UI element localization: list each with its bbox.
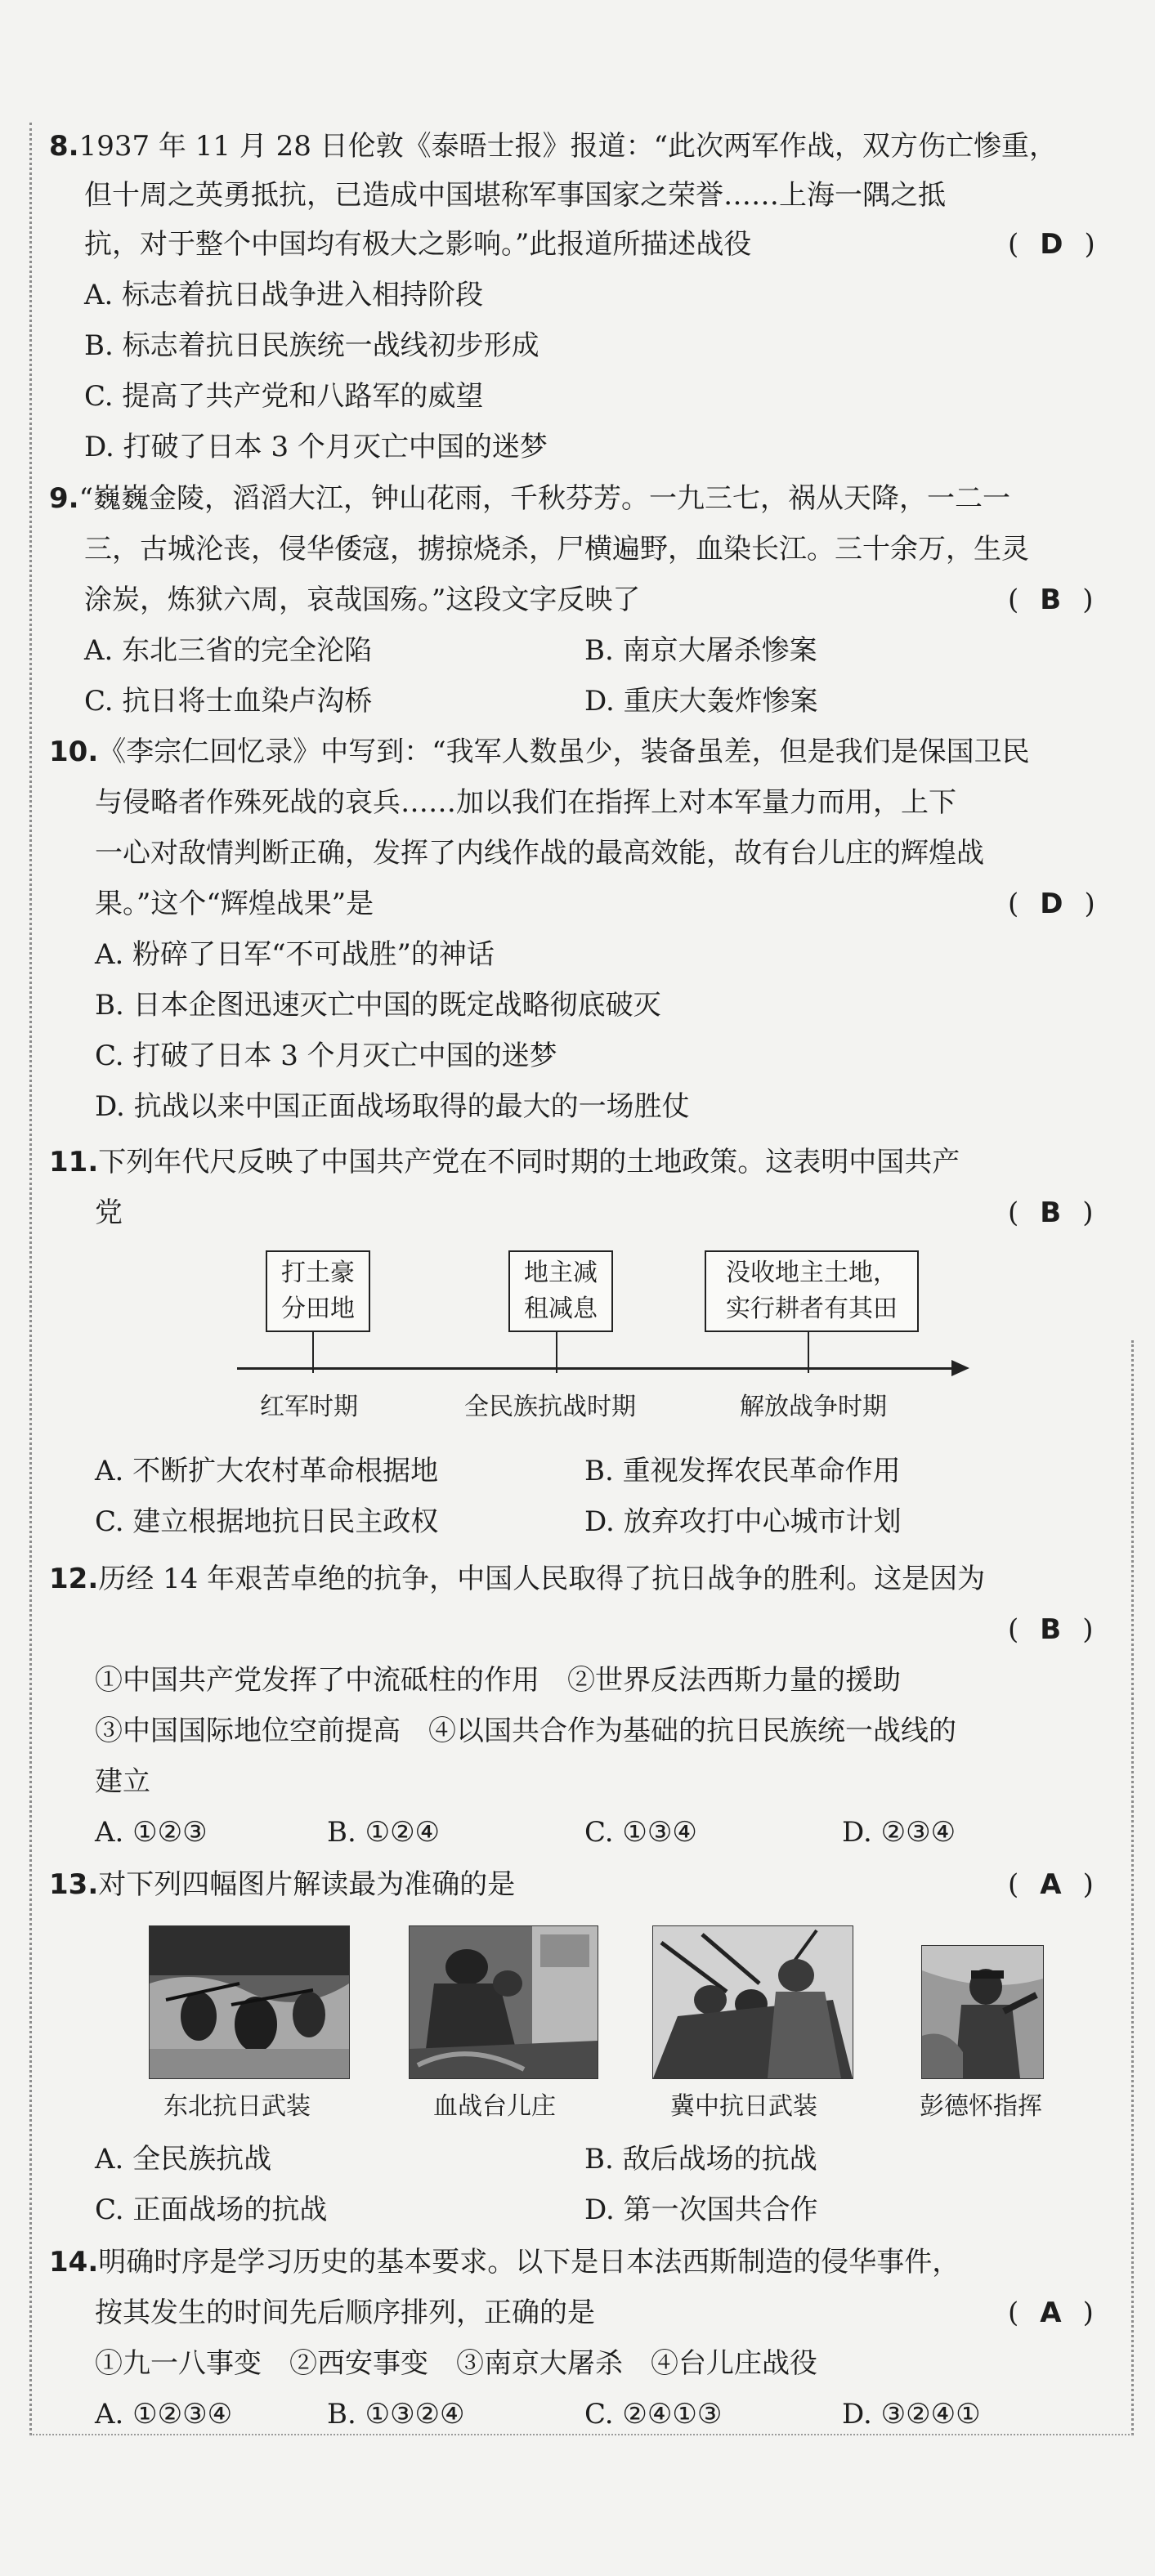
timeline-arrow: [951, 1360, 969, 1376]
left-dotted-margin: [29, 123, 32, 2435]
timeline-box-3: 没收地主土地， 实行耕者有其田: [705, 1250, 919, 1332]
timeline-box-2: 地主减 租减息: [508, 1250, 613, 1332]
option-c: C. 建立根据地抗日民主政权: [95, 1505, 439, 1538]
option-b: B. 重视发挥农民革命作用: [584, 1455, 901, 1487]
option-c: C. 打破了日本 3 个月灭亡中国的迷梦: [95, 1040, 557, 1072]
option-c: C. 正面战场的抗战: [95, 2194, 328, 2226]
question-number: 10.: [49, 736, 99, 768]
question-number: 11.: [49, 1146, 99, 1178]
question-line: 与侵略者作殊死战的哀兵……加以我们在指挥上对本军量力而用，上下: [95, 786, 956, 819]
answer-bracket: ( B ): [1008, 584, 1094, 616]
answer-value: A: [1040, 2296, 1062, 2329]
option-a: A. 不断扩大农村革命根据地: [95, 1455, 439, 1487]
option-d: D. 重庆大轰炸惨案: [584, 685, 818, 718]
statement-line: ①九一八事变 ②西安事变 ③南京大屠杀 ④台儿庄战役: [95, 2347, 817, 2380]
photo-central-hebei-resistance: [652, 1925, 853, 2079]
question-line: 抗，对于整个中国均有极大之影响。”此报道所描述战役: [84, 228, 752, 261]
option-b: B. 南京大屠杀惨案: [584, 634, 817, 667]
question-line: 但十周之英勇抵抗，已造成中国堪称军事国家之荣誉……上海一隅之抵: [84, 179, 946, 212]
question-line: 10.《李宗仁回忆录》中写到：“我军人数虽少，装备虽差，但是我们是保国卫民: [49, 736, 1030, 768]
answer-bracket: ( A ): [1008, 1868, 1094, 1901]
option-d: D. ③②④①: [842, 2398, 981, 2431]
statement-line: ①中国共产党发挥了中流砥柱的作用 ②世界反法西斯力量的援助: [95, 1664, 901, 1697]
answer-bracket: ( A ): [1008, 2296, 1094, 2329]
option-a: A. 标志着抗日战争进入相持阶段: [84, 279, 484, 311]
photo-taierzhuang: [409, 1925, 598, 2079]
photo-caption: 东北抗日武装: [163, 2092, 311, 2121]
option-d: D. ②③④: [842, 1816, 956, 1849]
photo-caption: 彭德怀指挥: [920, 2092, 1042, 2121]
question-line: 13.对下列四幅图片解读最为准确的是: [49, 1868, 516, 1901]
question-line: 涂炭，炼狱六周，哀哉国殇。”这段文字反映了: [84, 584, 641, 616]
answer-value: B: [1040, 1196, 1062, 1229]
timeline-box-1: 打土豪 分田地: [266, 1250, 370, 1332]
option-c: C. 抗日将士血染卢沟桥: [84, 685, 373, 718]
question-number: 14.: [49, 2246, 99, 2279]
statement-line: ③中国国际地位空前提高 ④以国共合作为基础的抗日民族统一战线的: [95, 1715, 956, 1747]
photo-peng-dehuai: [921, 1945, 1044, 2079]
answer-value: B: [1040, 584, 1062, 616]
question-number: 9.: [49, 482, 79, 515]
option-b: B. 敌后战场的抗战: [584, 2143, 817, 2176]
option-b: B. 标志着抗日民族统一战线初步形成: [84, 329, 539, 362]
option-d: D. 抗战以来中国正面战场取得的最大的一场胜仗: [95, 1090, 690, 1123]
option-c: C. 提高了共产党和八路军的威望: [84, 380, 484, 413]
question-line: 按其发生的时间先后顺序排列，正确的是: [95, 2296, 595, 2329]
timeline-period: 全民族抗战时期: [464, 1393, 636, 1421]
option-a: A. 粉碎了日军“不可战胜”的神话: [95, 938, 495, 971]
question-line: 三，古城沦丧，侵华倭寇，掳掠烧杀，尸横遍野，血染长江。三十余万，生灵: [84, 533, 1029, 566]
option-c: C. ①③④: [584, 1816, 697, 1849]
answer-value: B: [1040, 1613, 1062, 1646]
answer-value: D: [1040, 888, 1063, 920]
question-line: 12.历经 14 年艰苦卓绝的抗争，中国人民取得了抗日战争的胜利。这是因为: [49, 1563, 986, 1595]
option-d: D. 第一次国共合作: [584, 2194, 818, 2226]
question-number: 13.: [49, 1868, 99, 1901]
question-line: 果。”这个“辉煌战果”是: [95, 888, 374, 920]
answer-value: D: [1040, 228, 1063, 261]
answer-bracket: ( D ): [1008, 888, 1095, 920]
option-d: D. 打破了日本 3 个月灭亡中国的迷梦: [84, 431, 548, 463]
question-line: 8.1937 年 11 月 28 日伦敦《泰晤士报》报道：“此次两军作战，双方伤亡惨重，: [49, 130, 1058, 163]
question-number: 12.: [49, 1563, 99, 1595]
question-line: 11.下列年代尺反映了中国共产党在不同时期的土地政策。这表明中国共产: [49, 1146, 960, 1178]
option-a: A. 东北三省的完全沦陷: [84, 634, 373, 667]
question-line: 9.“巍巍金陵，滔滔大江，钟山花雨，千秋芬芳。一九三七，祸从天降，一二一: [49, 482, 1010, 515]
statement-line: 建立: [95, 1765, 150, 1798]
option-a: A. ①②③④: [95, 2398, 233, 2431]
bottom-dotted-line: [29, 2434, 1133, 2435]
photo-caption: 血战台儿庄: [433, 2092, 556, 2121]
option-d: D. 放弃攻打中心城市计划: [584, 1505, 902, 1538]
option-a: A. ①②③: [95, 1816, 208, 1849]
question-line: 14.明确时序是学习历史的基本要求。以下是日本法西斯制造的侵华事件，: [49, 2246, 960, 2279]
answer-bracket: ( B ): [1008, 1613, 1094, 1646]
question-line: 党: [95, 1196, 123, 1229]
question-line: 一心对敌情判断正确，发挥了内线作战的最高效能，故有台儿庄的辉煌战: [95, 837, 984, 870]
answer-value: A: [1040, 1868, 1062, 1901]
photo-caption: 冀中抗日武装: [670, 2092, 817, 2121]
timeline-period: 解放战争时期: [740, 1393, 887, 1421]
option-a: A. 全民族抗战: [95, 2143, 272, 2176]
photo-northeast-resistance: [149, 1925, 350, 2079]
option-b: B. 日本企图迅速灭亡中国的既定战略彻底破灭: [95, 989, 661, 1022]
option-c: C. ②④①③: [584, 2398, 723, 2431]
option-b: B. ①③②④: [327, 2398, 465, 2431]
timeline-axis: [237, 1367, 955, 1370]
right-dotted-margin: [1131, 1340, 1134, 2435]
timeline-period: 红军时期: [260, 1393, 358, 1421]
question-number: 8.: [49, 130, 79, 163]
answer-bracket: ( D ): [1008, 228, 1095, 261]
option-b: B. ①②④: [327, 1816, 441, 1849]
answer-bracket: ( B ): [1008, 1196, 1094, 1229]
